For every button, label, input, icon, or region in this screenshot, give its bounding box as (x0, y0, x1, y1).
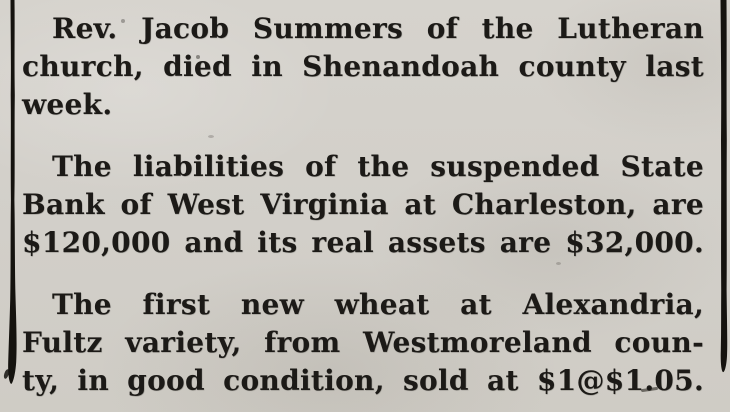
text-line: ty, in good condition, sold at $1@$1.05. (22, 364, 704, 397)
text-line: The liabilities of the suspended State (52, 150, 704, 183)
text-line: Fultz variety, from Westmoreland coun- (22, 326, 704, 359)
text-line: church, died in Shenandoah county last (22, 50, 704, 83)
column-rule-right-icon (716, 0, 730, 412)
text-line: Bank of West Virginia at Charleston, are (22, 188, 704, 221)
article-text (22, 10, 704, 400)
paragraph-bank (22, 148, 704, 262)
paragraph-obituary (22, 10, 704, 124)
text-line: $120,000 and its real assets are $32,000. (22, 226, 704, 259)
column-rule-left-icon (0, 0, 22, 412)
text-line: The first new wheat at Alexandria, (52, 288, 704, 321)
text-line: week. (22, 88, 113, 121)
text-line: Rev. Jacob Summers of the Lutheran (52, 12, 704, 45)
paragraph-wheat (22, 286, 704, 400)
